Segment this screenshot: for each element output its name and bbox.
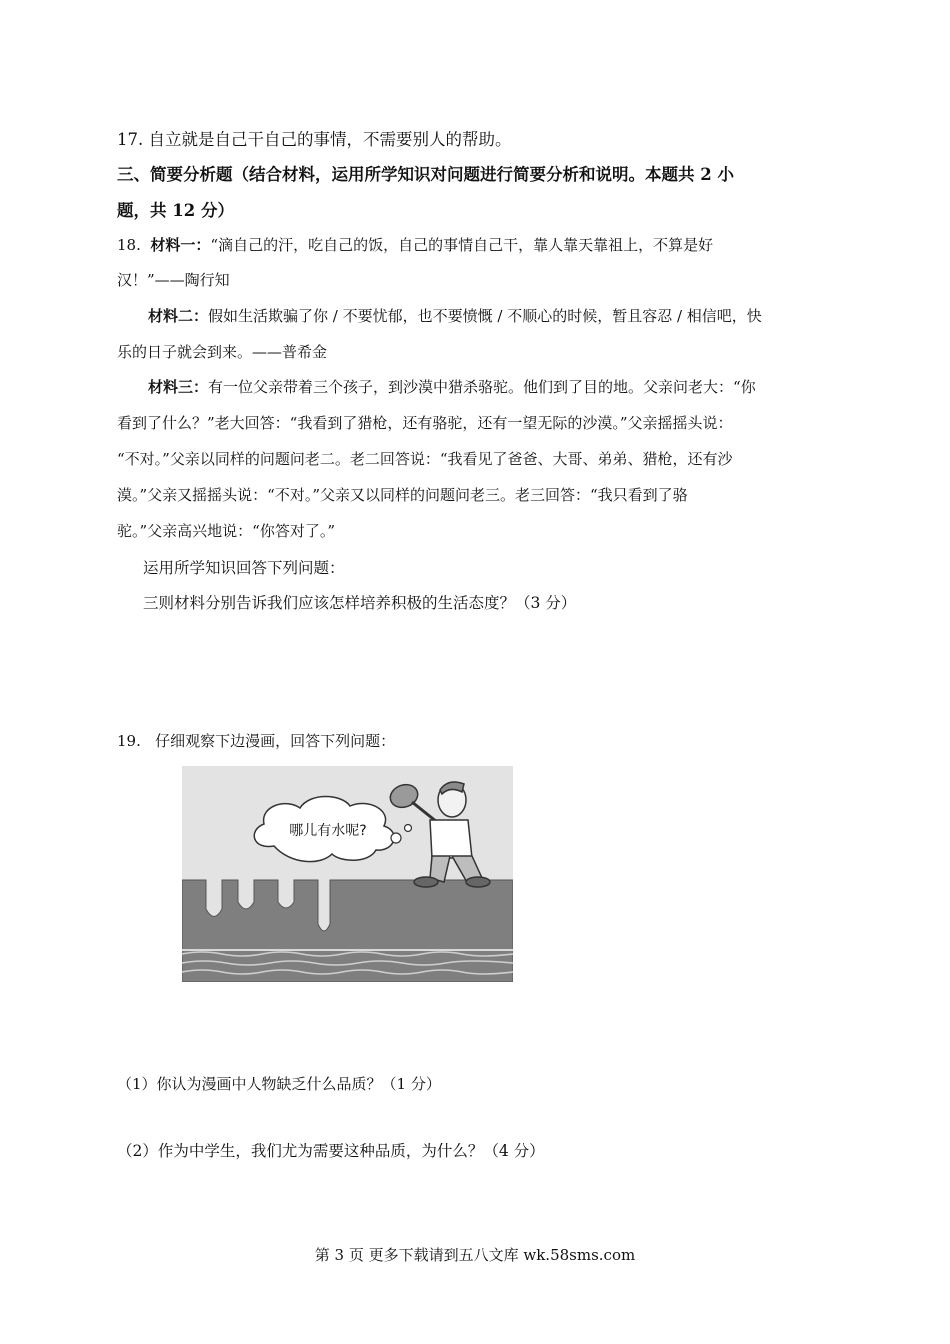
section-3-heading-line2: 题，共 12 分）: [117, 201, 234, 220]
question-18-number: 18.: [117, 236, 141, 254]
bubble-text: 哪儿有水呢?: [289, 823, 367, 839]
question-19-heading: [117, 730, 395, 751]
question-19-sub1: （1）你认为漫画中人物缺乏什么品质？（1 分）: [117, 1075, 441, 1093]
material-1-text-line2: 汉！”——陶行知: [117, 271, 230, 289]
material-2-label: 材料二：: [148, 307, 209, 325]
material-3-label: 材料三：: [148, 378, 209, 396]
material-3-text-line5: 驼。”父亲高兴地说：“你答对了。”: [117, 522, 336, 540]
question-17: 17. 自立就是自己干自己的事情，不需要别人的帮助。: [117, 130, 512, 149]
material-2-text-line2: 乐的日子就会到来。——普希金: [117, 343, 328, 361]
material-1-text-line1: “滴自己的汗，吃自己的饭，自己的事情自己干，靠人靠天靠祖上，不算是好: [210, 236, 714, 254]
section-3-heading-line1: 三、简要分析题（结合材料，运用所学知识对问题进行简要分析和说明。本题共 2 小: [117, 165, 734, 184]
material-3-text-line4: 漠。”父亲又摇摇头说：“不对。”父亲又以同样的问题问老三。老三回答：“我只看到了骆: [117, 486, 688, 504]
question-19-prompt: 仔细观察下边漫画，回答下列问题：: [155, 732, 396, 750]
question-19-number: 19.: [117, 732, 141, 750]
material-1-label: 材料一：: [150, 236, 211, 254]
question-18-material-1: [117, 234, 713, 255]
material-3-text-line1: 有一位父亲带着三个孩子，到沙漠中猎杀骆驼。他们到了目的地。父亲问老大：“你: [208, 378, 756, 396]
material-3-text-line3: “不对。”父亲以同样的问题问老二。老二回答说：“我看见了爸爸、大哥、弟弟、猎枪，还有沙: [117, 450, 733, 468]
ground-cross-section: [182, 880, 513, 982]
cartoon-image: [182, 766, 513, 982]
material-2-text-line1: 假如生活欺骗了你 / 不要忧郁，也不要愤慨 / 不顺心的时候，暂且容忍 / 相信吧，快: [208, 307, 762, 325]
question-19-sub2: （2）作为中学生，我们尤为需要这种品质，为什么？（4 分）: [117, 1142, 545, 1160]
material-3-text-line2: 看到了什么？”老大回答：“我看到了猎枪，还有骆驼，还有一望无际的沙漠。”父亲摇摇头说：: [117, 414, 733, 432]
question-18-material-3: [148, 376, 756, 397]
question-18-material-2: [148, 305, 762, 326]
question-18-prompt: 三则材料分别告诉我们应该怎样培养积极的生活态度？（3 分）: [143, 594, 577, 612]
question-18-instruction: 运用所学知识回答下列问题：: [143, 559, 345, 577]
page-footer: 第 3 页 更多下载请到五八文库 wk.58sms.com: [314, 1246, 636, 1264]
